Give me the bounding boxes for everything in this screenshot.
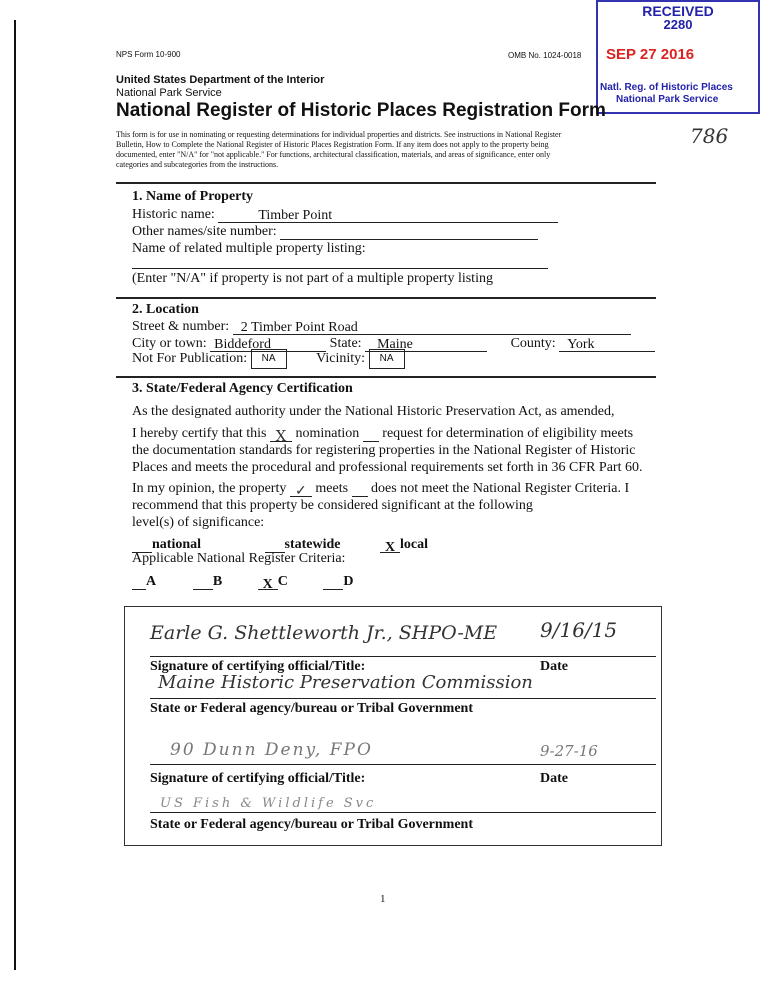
section1-heading: 1. Name of Property [132,189,254,204]
certify-text: the documentation standards for registering properties in the National Register of Historic [132,443,636,458]
instructions [116,130,636,170]
other-names-field[interactable] [280,224,538,240]
criterion-a-checkbox[interactable] [132,576,146,590]
not-for-pub-label: Not For Publication: [132,351,248,367]
signature-1-date: 9/16/15 [540,618,618,642]
service: National Park Service [116,87,222,99]
section-divider [116,182,656,184]
other-names-label: Other names/site number: [132,224,277,239]
left-margin-bar [14,20,16,970]
criteria-row [132,573,353,590]
opinion-text: In my opinion, the property [132,481,287,496]
historic-name-label: Historic name: [132,207,215,222]
agency-2: US Fish & Wildlife Svc [160,796,377,811]
county-field[interactable]: York [559,336,655,352]
page-number: 1 [380,893,386,905]
section2-heading: 2. Location [132,302,199,317]
street-label: Street & number: [132,319,230,334]
agency-line [150,698,656,699]
street-field[interactable]: 2 Timber Point Road [233,319,631,335]
publication-row [132,349,405,369]
signature-2-label: Signature of certifying official/Title: [150,771,366,786]
vicinity-label: Vicinity: [316,351,366,367]
section-divider [116,297,656,299]
county-label: County: [510,336,556,351]
other-names-row [132,223,538,240]
criterion-d-label: D [343,574,354,589]
agency-1: Maine Historic Preservation Commission [158,672,533,693]
does-not-meet-checkbox[interactable] [352,483,368,497]
street-row [132,318,631,335]
received-stamp [596,0,760,114]
request-checkbox[interactable] [363,428,379,442]
criterion-a-label: A [146,574,156,589]
stamp-line2: National Park Service [616,94,719,105]
certify-row [132,425,634,445]
agency-2-label: State or Federal agency/bureau or Tribal Government [150,817,474,832]
historic-name-row [132,206,558,223]
nomination-checkbox[interactable]: X [270,428,292,442]
signature-1-label: Signature of certifying official/Title: [150,659,366,674]
stamp-received: RECEIVED [642,3,714,19]
instructions-line: documented, enter "N/A" for "not applicable." For functions, architectural classification, materials, and areas of significance, enter only [116,150,551,159]
signature-2: 90 Dunn Deny, FPO [170,740,373,760]
instructions-line: This form is for use in nominating or requesting determinations for individual properties and districts. See instructions in National Register [116,130,562,139]
signature-1: Earle G. Shettleworth Jr., SHPO-ME [150,622,498,644]
certify-text: I hereby certify that this [132,426,267,441]
local-label: local [400,537,429,552]
opinion-text: does not meet the National Register Criteria. I [371,481,630,496]
criterion-d-checkbox[interactable] [323,576,343,590]
signature-line [150,656,656,657]
city-label: City or town: [132,336,207,351]
opinion-row [132,480,629,497]
section1-note: (Enter "N/A" if property is not part of a multiple property listing [132,271,493,286]
certify-text: Places and meets the procedural and professional requirements set forth in 36 CFR Part 60. [132,460,643,475]
authority-text: As the designated authority under the National Historic Preservation Act, as amended, [132,404,615,419]
criteria-label: Applicable National Register Criteria: [132,551,346,566]
criterion-b-label: B [212,574,223,589]
criterion-b-checkbox[interactable] [193,576,213,590]
historic-name-field[interactable]: Timber Point [218,207,558,223]
signature-line [150,764,656,765]
stamp-number: 2280 [663,17,693,32]
instructions-line: Bulletin, How to Complete the National Register of Historic Places Registration Form. If any item does not apply to the property being [116,140,549,149]
opinion-text: recommend that this property be considered significant at the following [132,498,533,513]
certify-text: request for determination of eligibility meets [382,426,634,441]
stamp-line1: Natl. Reg. of Historic Places [600,82,733,93]
vicinity-field[interactable]: NA [369,349,405,369]
meets-label: meets [315,481,349,496]
related-listing-label: Name of related multiple property listing: [132,241,366,256]
agency-1-label: State or Federal agency/bureau or Tribal Government [150,701,474,716]
statewide-label: statewide [284,537,341,552]
signature-1-date-label: Date [540,659,568,674]
signature-2-date: 9-27-16 [540,742,598,760]
section-divider [116,376,656,378]
department: United States Department of the Interior [116,74,325,86]
meets-checkbox[interactable]: ✓ [290,483,312,497]
stamp-date: SEP 27 2016 [606,46,695,63]
criterion-c-label: C [277,574,288,589]
section3-heading: 3. State/Federal Agency Certification [132,381,353,396]
form-title: National Register of Historic Places Registration Form [116,100,606,121]
city-field[interactable]: Biddeford [210,336,326,352]
signature-2-date-label: Date [540,771,568,786]
nomination-label: nomination [295,426,360,441]
national-label: national [152,537,202,552]
state-field[interactable]: Maine [365,336,487,352]
related-listing-field[interactable] [132,268,548,269]
opinion-text: level(s) of significance: [132,515,265,530]
agency-line [150,812,656,813]
form-number: NPS Form 10-900 [116,50,181,59]
not-for-pub-field[interactable]: NA [251,349,287,369]
criterion-c-checkbox[interactable]: X [258,576,278,590]
local-checkbox[interactable]: X [380,539,400,553]
handwritten-number: 786 [690,124,729,148]
omb-number: OMB No. 1024-0018 [508,51,582,60]
state-label: State: [329,336,362,351]
instructions-line: categories and subcategories from the instructions. [116,160,279,169]
